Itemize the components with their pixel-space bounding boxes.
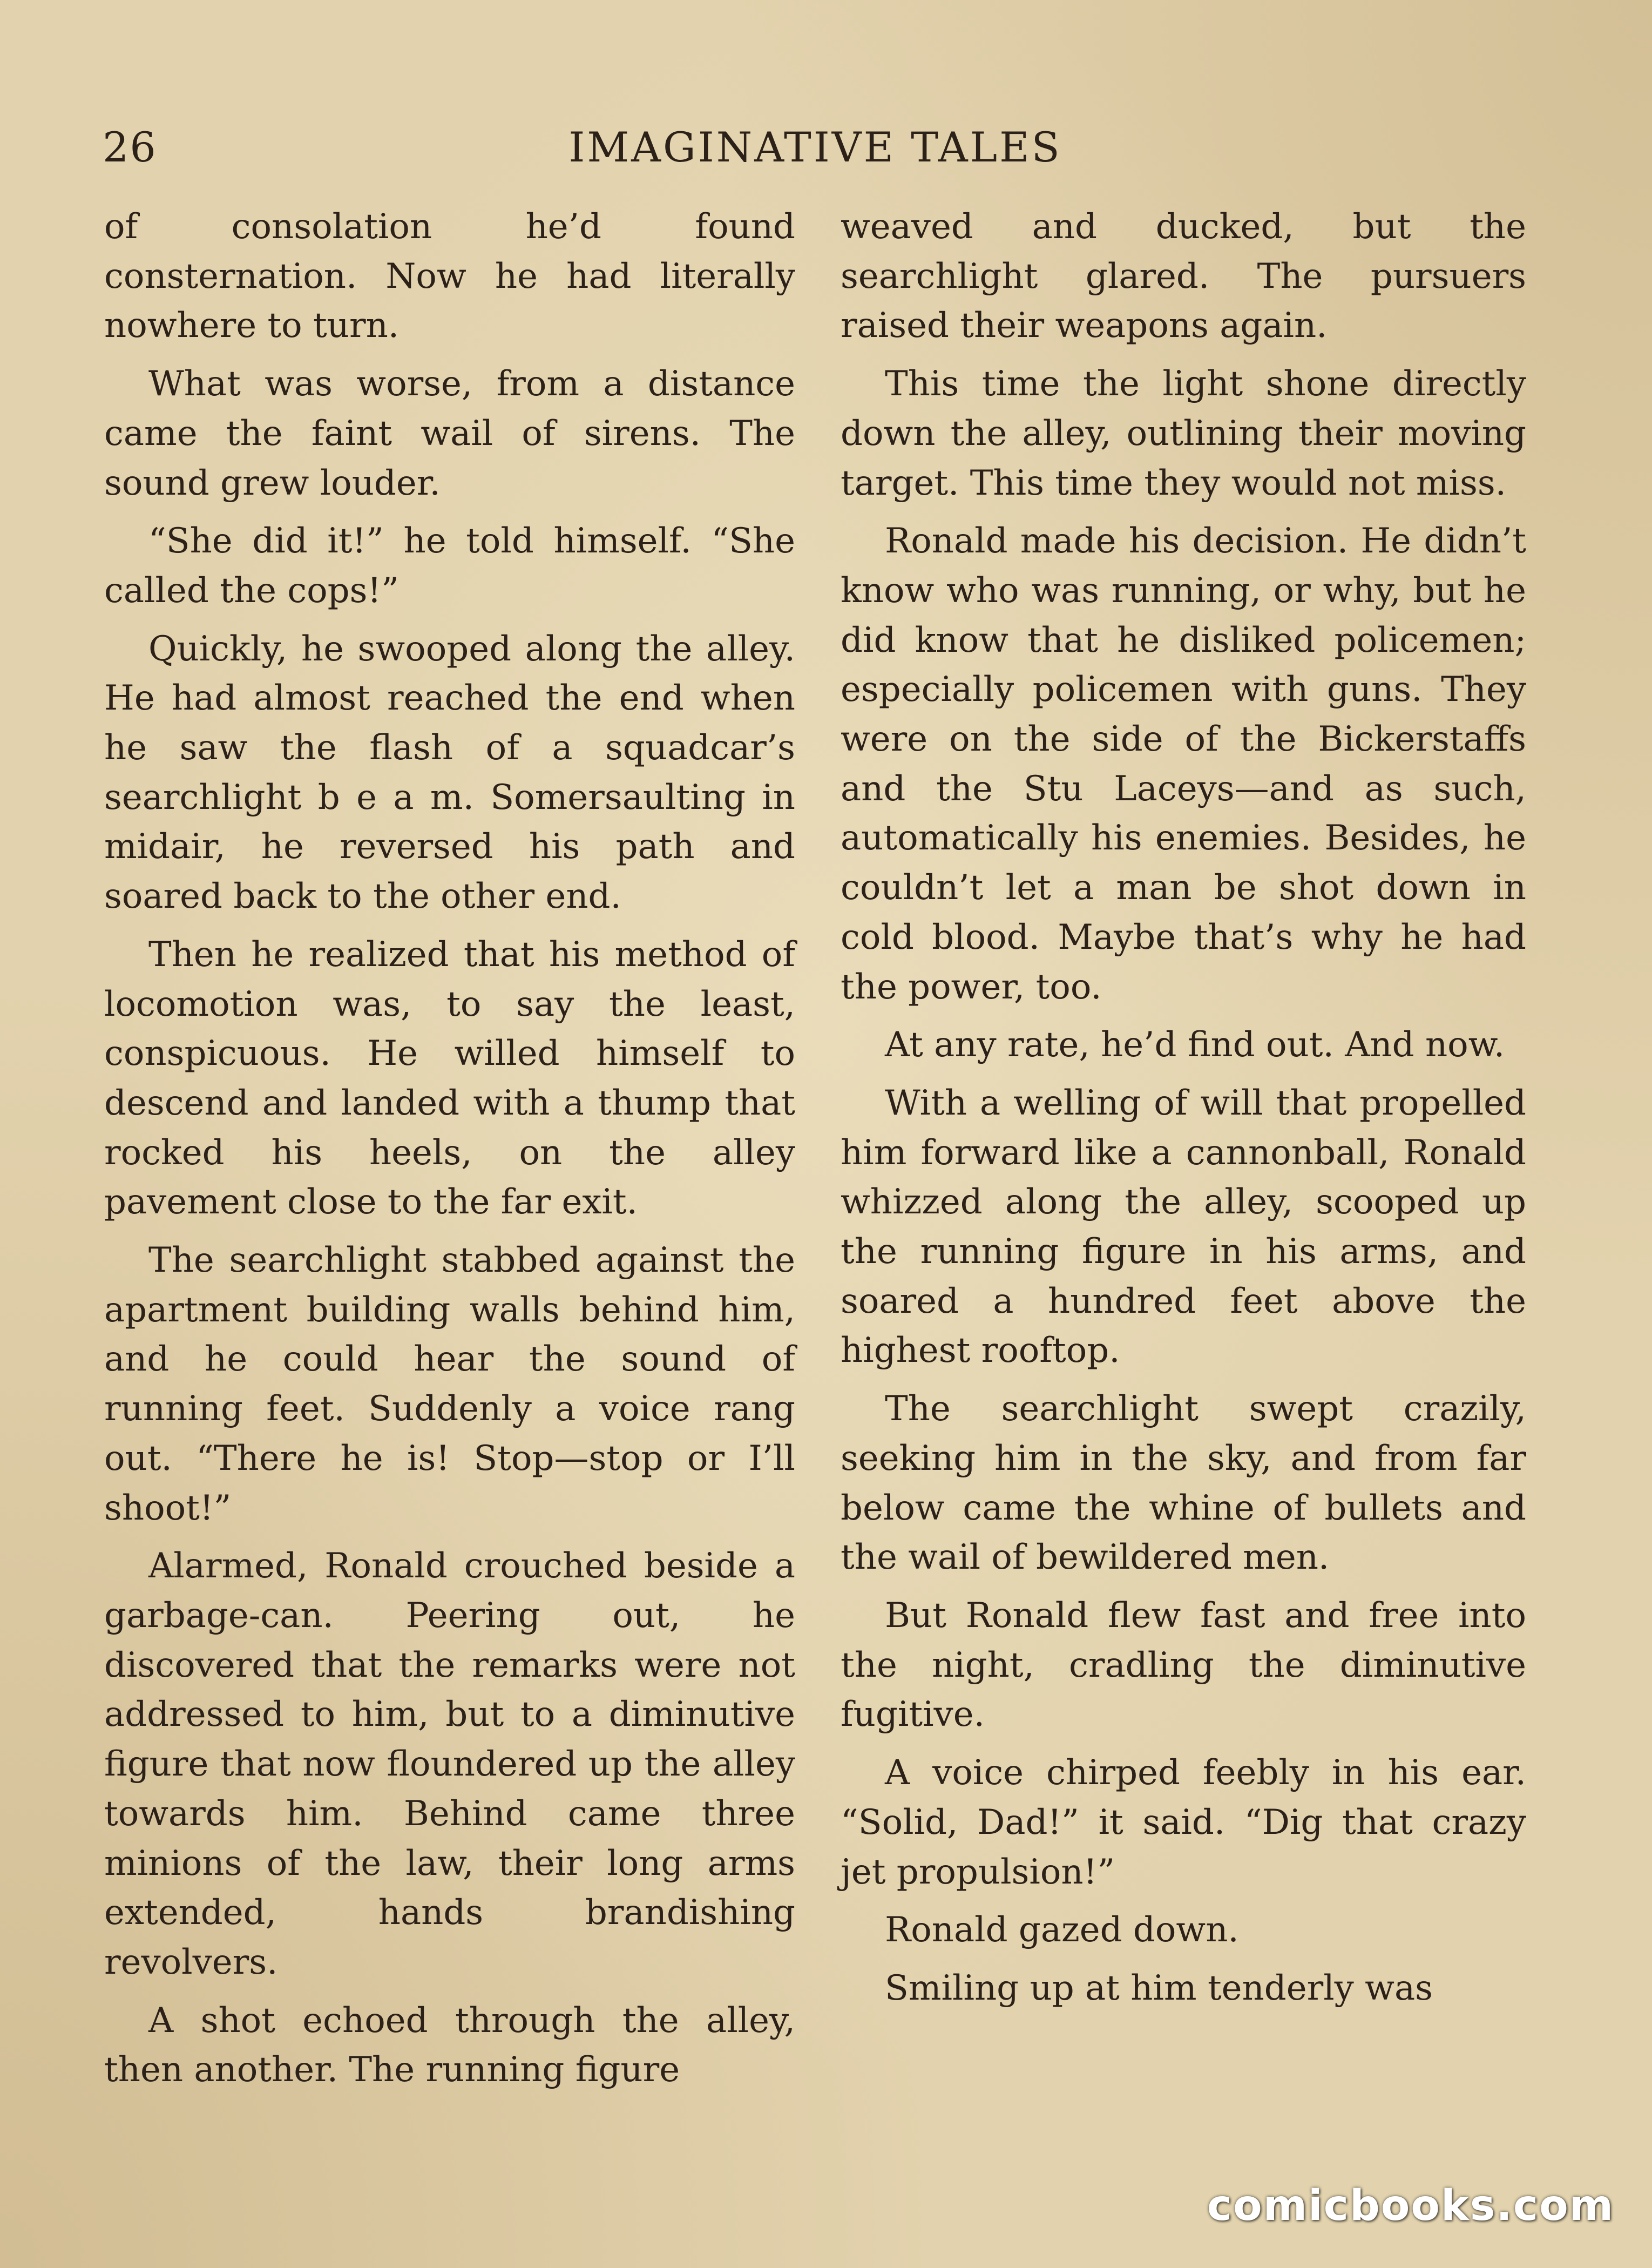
paragraph: weaved and ducked, but the searchlight glared. The pursuers raised their weapons again. (841, 207, 1526, 346)
page-number: 26 (103, 123, 157, 171)
paragraph: Ronald made his decision. He didn’t know who was running, or why, but he did know that he disliked policemen; especially policemen with guns. They were on the side of the Bickerstaffs and the Stu Laceys—and as such, automatically his enemies. Besides, he couldn’t let a man be shot down in cold blood. Maybe that’s why he had the power, too. (841, 521, 1526, 1007)
paragraph: With a welling of will that propelled him forward like a cannonball, Ronald whizzed along the alley, scooped up the running figure in his arms, and soared a hundred feet above the highest rooftop. (841, 1083, 1526, 1371)
paragraph: Then he realized that his method of locomotion was, to say the least, conspicuous. He willed himself to descend and landed with a thump that rocked his heels, on the alley pavement close to the far exit. (104, 934, 795, 1223)
paragraph: But Ronald flew fast and free into the night, cradling the diminutive fugitive. (841, 1595, 1526, 1735)
paragraph: Quickly, he swooped along the alley. He had almost reached the end when he saw the flash of a squadcar’s searchlight b e a m. Somersaulting in midair, he reversed his path and soared back to the other end. (104, 629, 795, 917)
left-column (104, 202, 795, 2104)
paragraph: Smiling up at him tenderly was (885, 1968, 1433, 2008)
right-column (841, 202, 1526, 2022)
paragraph: A voice chirped feebly in his ear. “Solid, Dad!” it said. “Dig that crazy jet propulsion!” (841, 1753, 1526, 1892)
paragraph: At any rate, he’d find out. And now. (885, 1025, 1505, 1065)
running-head: IMAGINATIVE TALES (568, 123, 1062, 171)
page-header (103, 123, 1528, 188)
paragraph: The searchlight stabbed against the apartment building walls behind him, and he could hear the sound of running feet. Suddenly a voice rang out. “There he is! Stop—stop or I’ll shoot!” (104, 1240, 795, 1528)
paragraph: of consolation he’d found consternation. Now he had literally nowhere to turn. (104, 207, 795, 346)
paragraph: Alarmed, Ronald crouched beside a garbage-can. Peering out, he discovered that the remarks were not addressed to him, but to a diminutive figure that now floundered up the alley towards him. Behind came three minions of the law, their long arms extended, hands brandishing revolvers. (104, 1546, 795, 1982)
paragraph: A shot echoed through the alley, then another. The running figure (104, 2000, 795, 2090)
paragraph: This time the light shone directly down the alley, outlining their moving target. This time they would not miss. (841, 364, 1526, 503)
watermark: comicbooks.com (1207, 2182, 1614, 2230)
paragraph: “She did it!” he told himself. “She called the cops!” (104, 521, 795, 611)
paragraph: What was worse, from a distance came the faint wail of sirens. The sound grew louder. (104, 364, 795, 503)
paragraph: Ronald gazed down. (885, 1910, 1239, 1950)
paragraph: The searchlight swept crazily, seeking him in the sky, and from far below came the whine of bullets and the wail of bewildered men. (841, 1389, 1526, 1578)
